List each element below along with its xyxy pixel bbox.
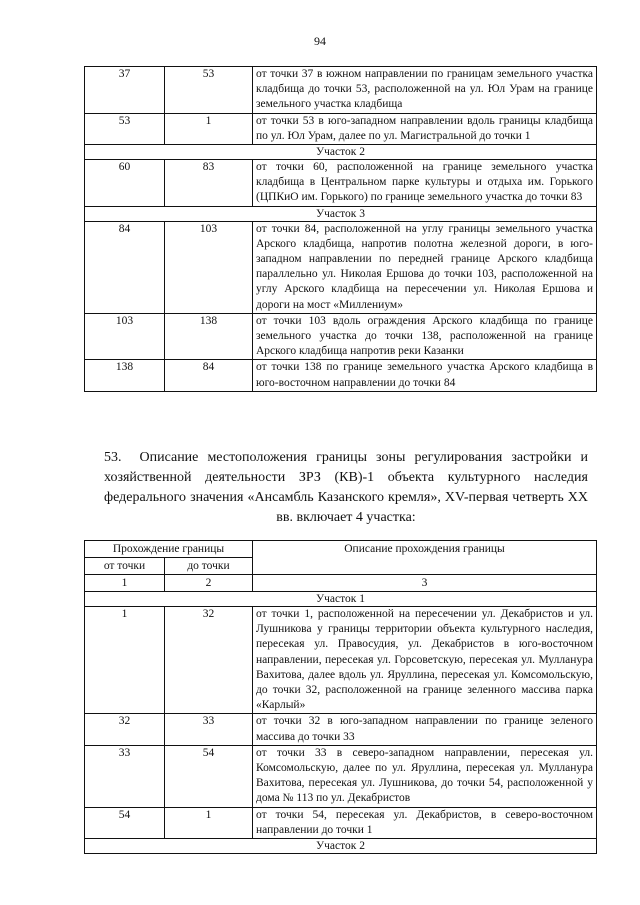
section-row (85, 592, 597, 607)
point-from-cell: 32 (85, 714, 165, 745)
point-to-cell: 103 (165, 221, 253, 313)
point-from-cell: 33 (85, 745, 165, 807)
table-row (85, 360, 597, 391)
table-row (85, 607, 597, 714)
column-number-row (85, 575, 597, 592)
table-row (85, 67, 597, 114)
description-cell: от точки 32 в юго-западном направлении по границе зеленого массива до точки 33 (253, 714, 597, 745)
table-row (85, 807, 597, 838)
column-number-3: 3 (253, 575, 597, 592)
point-to-cell: 54 (165, 745, 253, 807)
section-label: Участок 1 (85, 592, 597, 607)
table-row (85, 113, 597, 144)
header-from: от точки (85, 558, 165, 575)
point-to-cell: 138 (165, 313, 253, 360)
description-cell: от точки 33 в северо-западном направлении, пересекая ул. Комсомольскую, далее по ул. Яруллина, пересекая ул. Мулланура Вахитова, пересекая ул. Лушникова, до точки 54, расположенной у дома № 113 по ул. Декабристов (253, 745, 597, 807)
section-number: 53. (104, 450, 122, 465)
boundary-table-continued (84, 66, 597, 392)
section-label: Участок 2 (85, 839, 597, 854)
table-row (85, 714, 597, 745)
page-number: 94 (314, 34, 326, 48)
description-cell: от точки 37 в южном направлении по границам земельного участка кладбища до точки 53, расположенной на ул. Юл Урам на границе земельного участка кладбища (253, 67, 597, 114)
point-to-cell: 53 (165, 67, 253, 114)
point-from-cell: 54 (85, 807, 165, 838)
point-to-cell: 83 (165, 160, 253, 207)
point-from-cell: 53 (85, 113, 165, 144)
description-cell: от точки 60, расположенной на границе земельного участка кладбища в Центральном парке культуры и отдыха им. Горького (ЦПКиО им. Горького) по границе земельного участка до точки 83 (253, 160, 597, 207)
description-cell: от точки 1, расположенной на пересечении ул. Декабристов и ул. Лушникова у границы территории объекта культурного наследия, пересекая ул. Правосудия, ул. Декабристов в юго-восточном направлении, пересекая ул. Горсоветскую, пересекая ул. Мулланура Вахитова, далее вдоль ул. Яруллина, пересекая ул. Комсомольскую, до точки 32, расположенной на границе зеленного массива парка «Карлый» (253, 607, 597, 714)
description-cell: от точки 138 по границе земельного участка Арского кладбища в юго-восточном направлении до точки 84 (253, 360, 597, 391)
description-cell: от точки 103 вдоль ограждения Арского кладбища по границе земельного участка до точки 138, расположенной на границе Арского кладбища напротив реки Казанки (253, 313, 597, 360)
point-from-cell: 1 (85, 607, 165, 714)
header-boundary: Прохождение границы (85, 541, 253, 558)
description-cell: от точки 54, пересекая ул. Декабристов, в северо-восточном направлении до точки 1 (253, 807, 597, 838)
point-to-cell: 84 (165, 360, 253, 391)
table-row (85, 745, 597, 807)
point-to-cell: 1 (165, 807, 253, 838)
column-number-1: 1 (85, 575, 165, 592)
section-heading (104, 448, 588, 528)
point-from-cell: 60 (85, 160, 165, 207)
description-cell: от точки 84, расположенной на углу границы земельного участка Арского кладбища, напротив полотна железной дороги, в юго-западном направлении по передней границе Арского кладбища параллельно ул. Николая Ершова до точки 103, расположенной на углу Арского кладбища на пересечении ул. Николая Ершова и дороги на мост «Миллениум» (253, 221, 597, 313)
section-row (85, 839, 597, 854)
section-label: Участок 3 (85, 206, 597, 221)
section-label: Участок 2 (85, 145, 597, 160)
description-cell: от точки 53 в юго-западном направлении вдоль границы кладбища по ул. Юл Урам, далее по ул. Магистральной до точки 1 (253, 113, 597, 144)
section-heading-text: Описание местоположения границы зоны регулирования застройки и хозяйственной деятельности ЗРЗ (КВ)-1 объекта культурного наследия федерального значения «Ансамбль Казанского кремля», XV-первая четверть XX вв. включает 4 участка: (104, 450, 588, 525)
point-from-cell: 37 (85, 67, 165, 114)
table-row (85, 221, 597, 313)
point-from-cell: 84 (85, 221, 165, 313)
point-to-cell: 33 (165, 714, 253, 745)
header-to: до точки (165, 558, 253, 575)
point-to-cell: 32 (165, 607, 253, 714)
point-from-cell: 138 (85, 360, 165, 391)
table-row (85, 313, 597, 360)
point-from-cell: 103 (85, 313, 165, 360)
section-row (85, 145, 597, 160)
header-description: Описание прохождения границы (253, 541, 597, 575)
table-row (85, 160, 597, 207)
boundary-table-zrz (84, 540, 597, 854)
section-row (85, 206, 597, 221)
header-row (85, 541, 597, 558)
column-number-2: 2 (165, 575, 253, 592)
point-to-cell: 1 (165, 113, 253, 144)
